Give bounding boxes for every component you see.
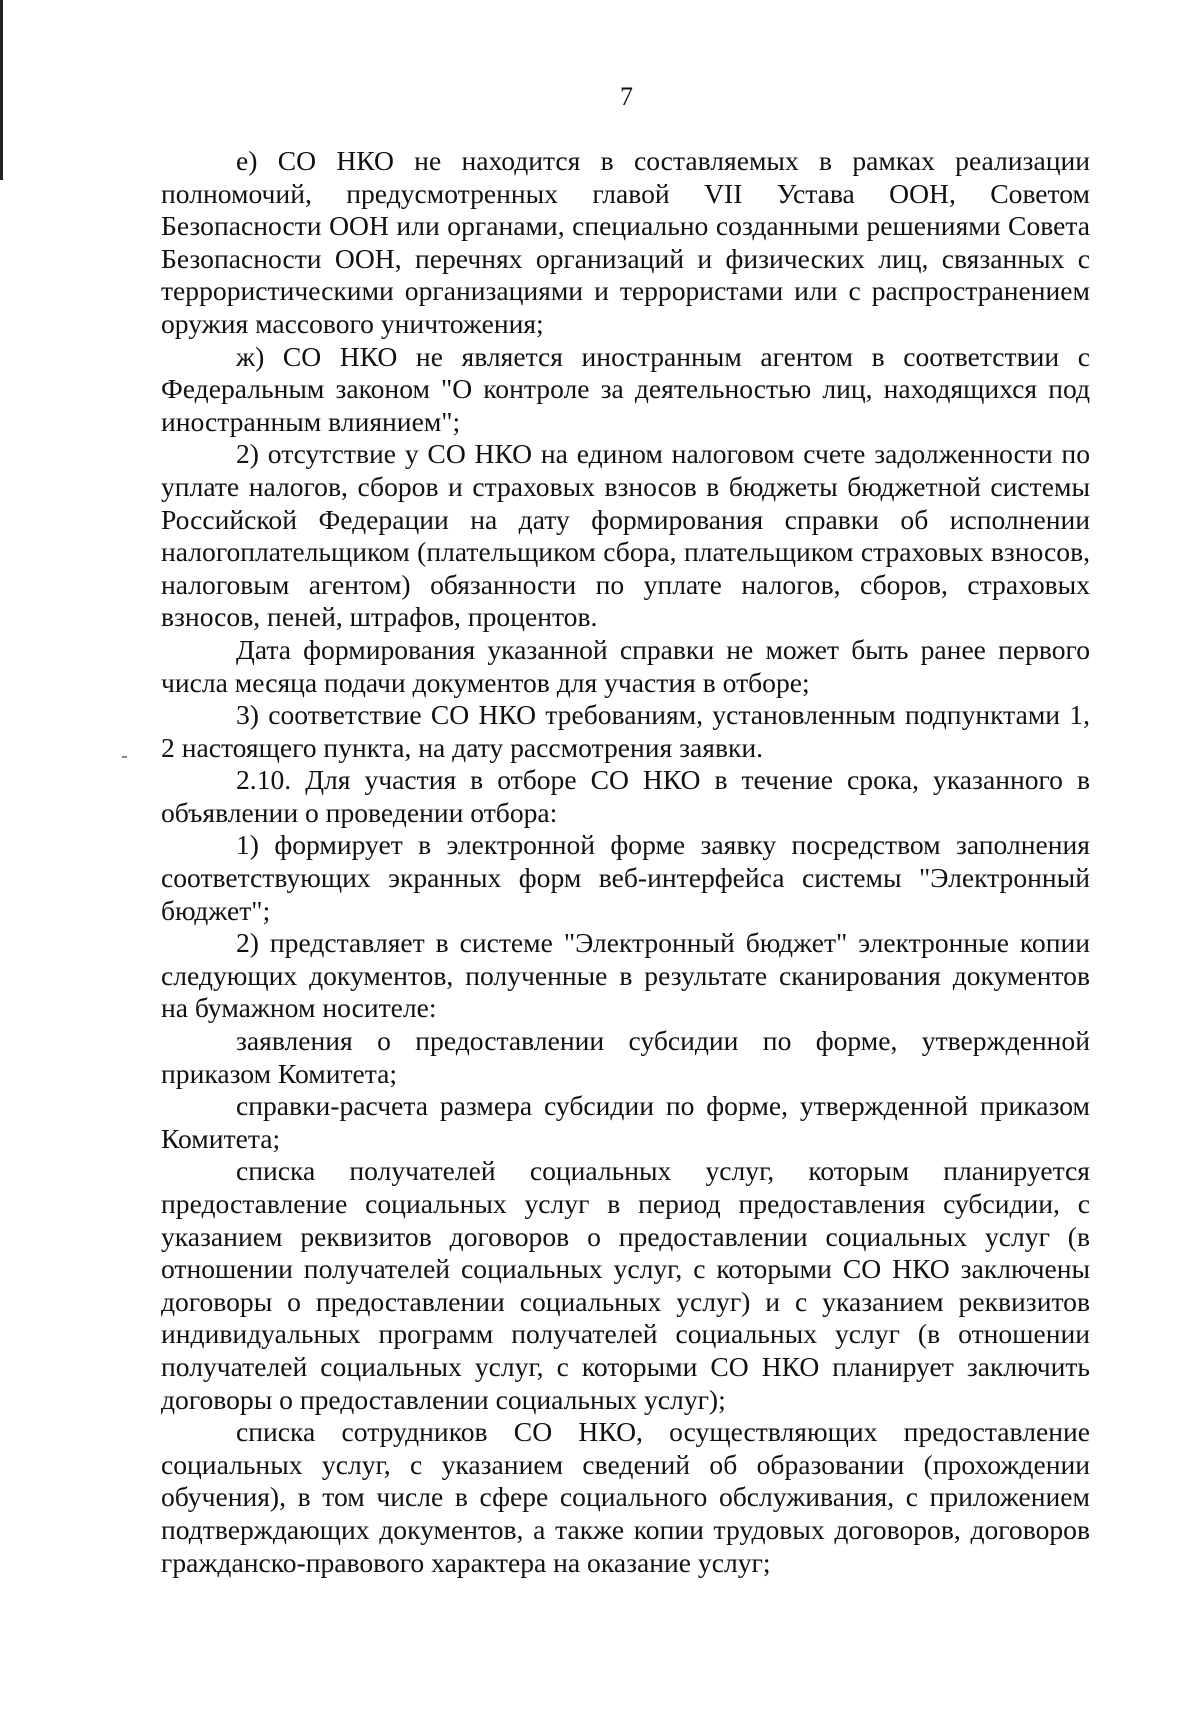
paragraph-1-forms-application: 1) формирует в электронной форме заявку посредством заполнения соответствующих экранных форм веб-интерфейса системы "Электронный бюджет";	[161, 829, 1090, 926]
scan-artifact	[122, 756, 127, 758]
paragraph-zh: ж) СО НКО не является иностранным агентом в соответствии с Федеральным законом "О контроле за деятельностью лиц, находящихся под иностранным влиянием";	[161, 340, 1090, 437]
page-number: 7	[620, 82, 633, 111]
paragraph-2-submits-copies: 2) представляет в системе "Электронный бюджет" электронные копии следующих документов, полученные в результате сканирования документов на бумажном носителе:	[161, 927, 1090, 1024]
paragraph-staff-list: списка сотрудников СО НКО, осуществляющих предоставление социальных услуг, с указанием сведений об образовании (прохождении обучения), в том числе в сфере социального обслуживания, с приложением подтверждающих документов, а также копии трудовых договоров, договоров гражданско-правового характера на оказание услуг;	[161, 1416, 1090, 1578]
paragraph-3-compliance: 3) соответствие СО НКО требованиям, установленным подпунктами 1, 2 настоящего пункта, на дату рассмотрения заявки.	[161, 699, 1090, 763]
paragraph-recipients-list: списка получателей социальных услуг, которым планируется предоставление социальных услуг в период предоставления субсидии, с указанием реквизитов договоров о предоставлении социальных услуг (в отношении получателей социальных услуг, с которыми СО НКО заключены договоры о предоставлении социальных услуг) и с указанием реквизитов индивидуальных программ получателей социальных услуг (в отношении получателей социальных услуг, с которыми СО НКО планирует заключить договоры о предоставлении социальных услуг);	[161, 1155, 1090, 1415]
paragraph-2-tax-debt: 2) отсутствие у СО НКО на едином налоговом счете задолженности по уплате налогов, сборов и страховых взносов в бюджеты бюджетной системы Российской Федерации на дату формирования справки об исполнении налогоплательщиком (плательщиком сбора, плательщиком страховых взносов, налоговым агентом) обязанности по уплате налогов, сборов, страховых взносов, пеней, штрафов, процентов.	[161, 438, 1090, 633]
paragraph-subsidy-statement: заявления о предоставлении субсидии по форме, утвержденной приказом Комитета;	[161, 1025, 1090, 1089]
paragraph-certificate-date: Дата формирования указанной справки не может быть ранее первого числа месяца подачи документов для участия в отборе;	[161, 633, 1090, 698]
paragraph-e: е) СО НКО не находится в составляемых в рамках реализации полномочий, предусмотренных главой VII Устава ООН, Советом Безопасности ООН или органами, специально созданными решениями Совета Безопасности ООН, перечнях организаций и физических лиц, связанных с террористическими организациями и террористами или с распространением оружия массового уничтожения;	[161, 145, 1090, 339]
paragraph-2-10: 2.10. Для участия в отборе СО НКО в течение срока, указанного в объявлении о проведении отбора:	[161, 764, 1090, 828]
paragraph-calculation-certificate: справки-расчета размера субсидии по форме, утвержденной приказом Комитета;	[161, 1090, 1090, 1154]
document-body	[161, 145, 1090, 1579]
